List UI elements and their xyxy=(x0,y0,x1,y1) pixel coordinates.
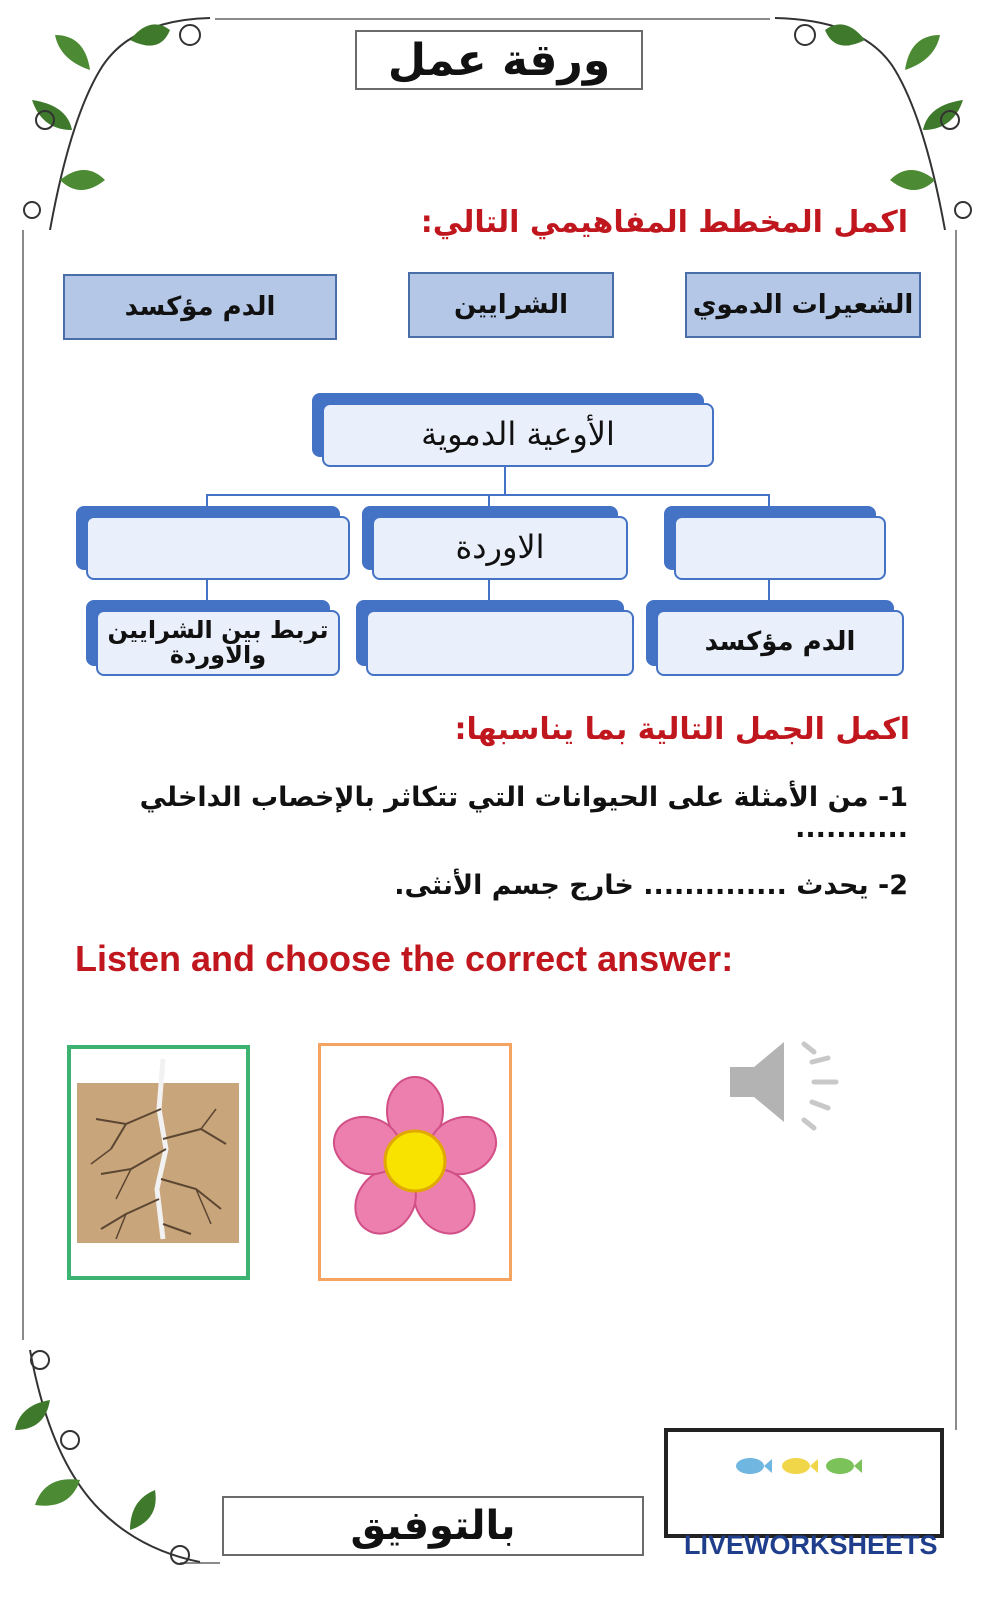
liveworksheets-panel xyxy=(664,1428,944,1538)
speaker-icon[interactable] xyxy=(724,1032,844,1132)
word-bank-box[interactable]: الشعيرات الدموي xyxy=(685,272,921,338)
concept-map-instruction: اكمل المخطط المفاهيمي التالي: xyxy=(420,205,908,240)
concept-node-connects-label: تربط بين الشرايين والاوردة xyxy=(96,610,340,676)
answer-option-flower[interactable] xyxy=(318,1043,512,1281)
concept-node-level1-center xyxy=(362,506,628,580)
concept-node-oxygenated-label: الدم مؤكسد xyxy=(656,610,904,676)
page-title: ورقة عمل xyxy=(355,30,643,90)
vine-ornament-top-left-icon xyxy=(10,10,230,240)
sentences-instruction: اكمل الجمل التالية بما يناسبها: xyxy=(454,712,910,747)
vine-ornament-bottom-left-icon xyxy=(10,1340,210,1580)
concept-node-level2-center-blank[interactable] xyxy=(356,600,634,676)
sentence-item[interactable]: 1- من الأمثلة على الحيوانات التي تتكاثر بالإخصاب الداخلي ........... xyxy=(139,782,908,844)
roots-picture-icon xyxy=(71,1049,246,1276)
footer-good-luck: بالتوفيق xyxy=(222,1496,644,1556)
flower-picture-icon xyxy=(321,1046,509,1278)
word-bank-box[interactable]: الدم مؤكسد xyxy=(63,274,337,340)
concept-node-level2-right xyxy=(646,600,904,676)
concept-node-level2-left xyxy=(86,600,340,676)
concept-node-root xyxy=(312,393,714,467)
listening-instruction: Listen and choose the correct answer: xyxy=(75,938,734,979)
fish-logo-icon xyxy=(668,1432,940,1534)
concept-node-root-label: الأوعية الدموية xyxy=(322,403,714,467)
concept-node-level1-left-blank[interactable] xyxy=(76,506,350,580)
answer-option-roots[interactable] xyxy=(67,1045,250,1280)
liveworksheets-brand[interactable]: LIVEWORKSHEETS xyxy=(684,1530,938,1560)
concept-node-veins-label: الاوردة xyxy=(372,516,628,580)
word-bank-box[interactable]: الشرايين xyxy=(408,272,614,338)
sentence-item[interactable]: 2- يحدث .............. خارج جسم الأنثى. xyxy=(394,870,908,901)
concept-node-level1-right-blank[interactable] xyxy=(664,506,886,580)
